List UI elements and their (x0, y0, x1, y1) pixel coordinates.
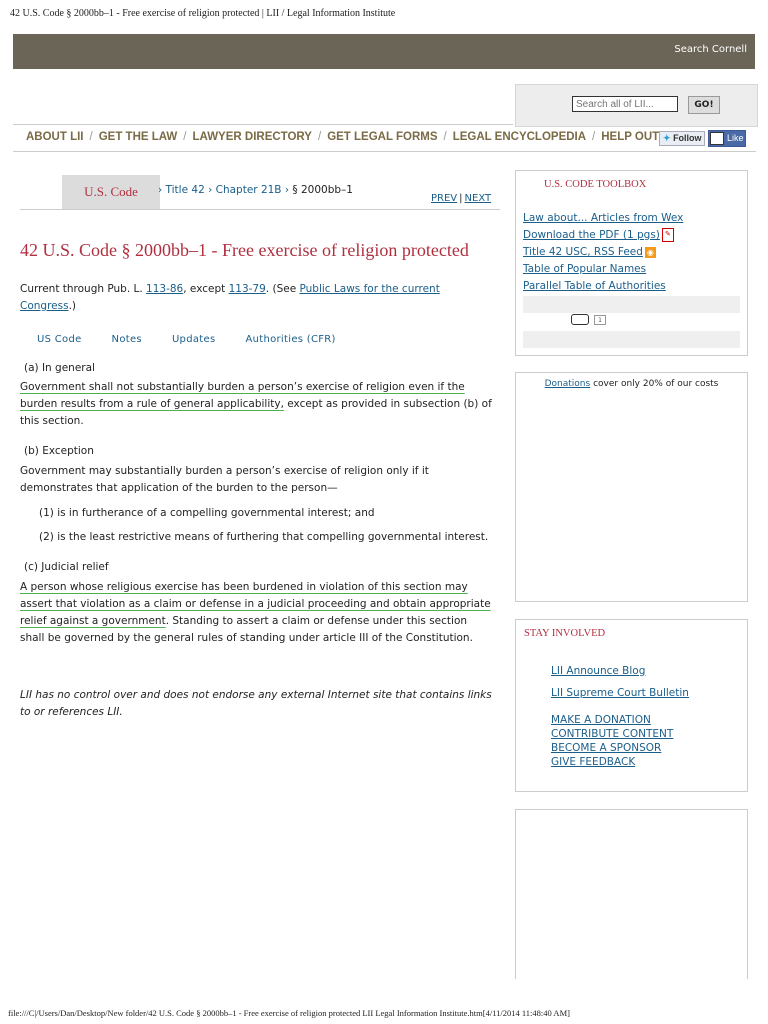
donations-link[interactable]: Donations (544, 379, 591, 389)
section-a-line3: this section. (20, 415, 84, 427)
become-sponsor-link[interactable]: BECOME A SPONSOR (551, 742, 662, 754)
toolbox-strip-top (523, 296, 740, 313)
page-title: 42 U.S. Code § 2000bb–1 - Free exercise of religion protected (20, 240, 469, 260)
section-a-heading: (a) In general (24, 362, 95, 374)
section-b-item1: (1) is in furtherance of a compelling governmental interest; and (39, 507, 375, 519)
us-code-tab[interactable]: U.S. Code (62, 175, 160, 210)
section-c-line3: relief against a government (20, 615, 166, 627)
currency-prefix: Current through Pub. L. (20, 283, 147, 295)
prev-next-nav: PREV | NEXT (431, 193, 492, 204)
nav-separator: / (89, 131, 93, 143)
nav-item-legal-encyclopedia[interactable]: LEGAL ENCYCLOPEDIA (452, 131, 587, 143)
announce-blog-link[interactable]: LII Announce Blog (551, 665, 646, 677)
currency-middle: , except (183, 283, 229, 295)
nav-item-about[interactable]: ABOUT LII (26, 131, 84, 143)
stay-involved-actions (551, 713, 673, 769)
tab-us-code[interactable]: US Code (37, 334, 82, 345)
public-law-link-113-86[interactable]: 113-86 (146, 283, 184, 295)
nav-separator: / (183, 131, 187, 143)
public-law-link-113-79[interactable]: 113-79 (228, 283, 266, 295)
nav-item-get-the-law[interactable]: GET THE LAW (98, 131, 178, 143)
section-c-line4: shall be governed by the general rules of standing under article III of the Constitution. (20, 632, 473, 644)
public-laws-current-congress-link[interactable]: Public Laws for the current Congress (20, 283, 440, 312)
nav-divider-bottom (13, 151, 756, 152)
nav-separator: / (592, 131, 596, 143)
toolbox-strip-bottom (523, 331, 740, 348)
stay-involved-title: STAY INVOLVED (524, 628, 606, 639)
currency-note (20, 281, 490, 315)
section-a-line1: Government shall not substantially burden a person’s exercise of religion even if the (20, 381, 465, 393)
breadcrumb: › Title 42 › Chapter 21B › § 2000bb–1 (158, 184, 353, 196)
site-search-area (515, 84, 758, 127)
tab-notes[interactable]: Notes (111, 334, 142, 345)
section-c-line1: A person whose religious exercise has been burdened in violation of this section may (20, 581, 468, 593)
section-a-text (20, 379, 498, 430)
search-cornell-link[interactable]: Search Cornell (674, 44, 747, 55)
currency-suffix: .) (68, 300, 76, 312)
like-label: Like (727, 133, 744, 143)
section-a-line2: burden results from a rule of general applicability, (20, 398, 284, 410)
toolbox-title: U.S. CODE TOOLBOX (544, 179, 647, 190)
prev-link[interactable]: PREV (431, 193, 458, 204)
make-donation-link[interactable]: MAKE A DONATION (551, 714, 651, 726)
popular-names-link[interactable]: Table of Popular Names (523, 263, 647, 275)
section-c-heading: (c) Judicial relief (24, 561, 109, 573)
give-feedback-link[interactable]: GIVE FEEDBACK (551, 756, 636, 768)
currency-see: . (See (265, 283, 300, 295)
share-count: 1 (594, 315, 606, 325)
supreme-court-bulletin-link[interactable]: LII Supreme Court Bulletin (551, 687, 689, 699)
donations-box (515, 372, 748, 602)
nav-separator: / (317, 131, 322, 143)
wex-articles-link[interactable]: Law about... Articles from Wex (523, 212, 684, 224)
advertisement-box (515, 809, 748, 979)
nav-item-help-out[interactable]: HELP OUT (601, 131, 660, 143)
breadcrumb-chapter[interactable]: Chapter 21B (215, 184, 282, 196)
like-checkbox-icon (710, 132, 724, 145)
breadcrumb-section: § 2000bb–1 (292, 184, 353, 196)
stay-involved-links (551, 660, 689, 704)
stay-involved-box (515, 619, 748, 792)
pdf-icon: ✎ (662, 228, 674, 242)
section-c-text (20, 579, 498, 647)
nav-divider-top (13, 124, 513, 125)
go-button[interactable]: GO! (688, 96, 720, 114)
us-code-toolbox (515, 170, 748, 356)
section-c-line3-rest: . Standing to assert a claim or defense under this section (165, 615, 468, 627)
download-pdf-link[interactable]: Download the PDF (1 pgs) (523, 229, 660, 241)
section-c-line2: assert that violation as a claim or defense in a judicial proceeding and obtain appropriate (20, 598, 491, 610)
parallel-table-link[interactable]: Parallel Table of Authorities (523, 280, 666, 292)
tab-authorities[interactable]: Authorities (CFR) (245, 334, 336, 345)
print-footer-path: file:///C|/Users/Dan/Desktop/New folder/42 U.S. Code § 2000bb–1 - Free exercise of religion protected LII Legal Information Institute.htm[4/11/2014 11:48:40 AM] (8, 1008, 570, 1018)
section-a-line2-rest: except as provided in subsection (b) of (283, 398, 492, 410)
search-input[interactable] (572, 96, 678, 112)
rss-feed-link[interactable]: Title 42 USC, RSS Feed (523, 246, 643, 258)
toolbox-links (523, 210, 683, 295)
section-b-heading: (b) Exception (24, 445, 94, 457)
nav-separator: / (443, 131, 447, 143)
twitter-icon: ✦ (663, 133, 671, 143)
breadcrumb-title[interactable]: Title 42 (165, 184, 205, 196)
facebook-like-button[interactable] (708, 130, 746, 147)
breadcrumb-divider (20, 209, 500, 210)
external-links-disclaimer: LII has no control over and does not endorse any external Internet site that contains links to or references LII. (20, 689, 492, 718)
nav-item-legal-forms[interactable]: GET LEGAL FORMS (327, 131, 438, 143)
next-link[interactable]: NEXT (464, 193, 492, 204)
contribute-content-link[interactable]: CONTRIBUTE CONTENT (551, 728, 674, 740)
share-toggle[interactable] (571, 314, 589, 325)
section-b-text: Government may substantially burden a person’s exercise of religion only if it demonstrates that application of the burden to the person— (20, 465, 429, 494)
nav-item-lawyer-directory[interactable]: LAWYER DIRECTORY (192, 131, 312, 143)
donations-text: cover only 20% of our costs (590, 379, 719, 389)
follow-label: Follow (673, 133, 702, 143)
main-nav (26, 131, 659, 143)
print-header-title: 42 U.S. Code § 2000bb–1 - Free exercise of religion protected | LII / Legal Information Institute (10, 8, 396, 19)
rss-icon: ◉ (645, 247, 656, 258)
donations-note (516, 379, 747, 389)
content-tabs (37, 334, 366, 345)
section-b-item2: (2) is the least restrictive means of furthering that compelling governmental interest. (39, 531, 489, 543)
top-bar (13, 34, 755, 69)
tab-updates[interactable]: Updates (171, 334, 216, 345)
twitter-follow-button[interactable] (659, 131, 705, 146)
